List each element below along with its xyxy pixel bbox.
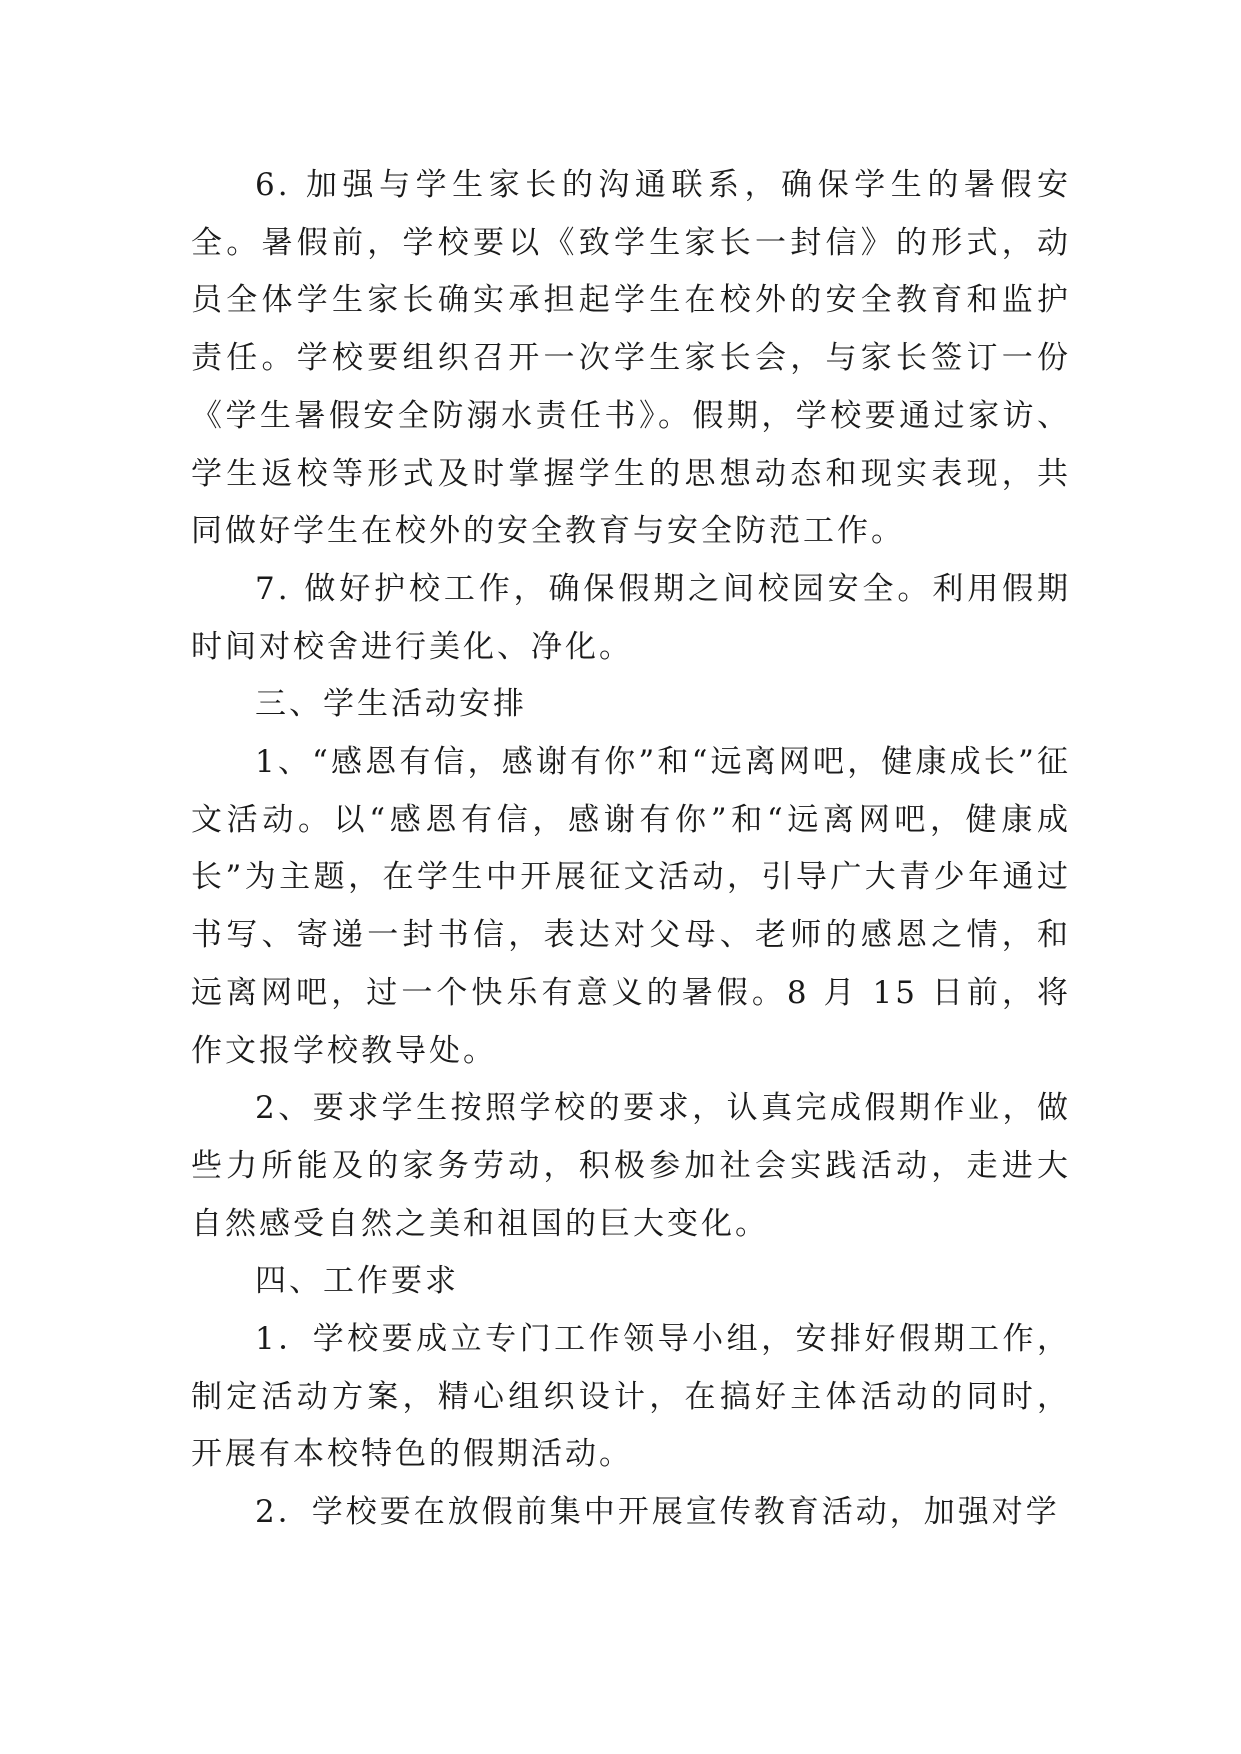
section-heading-work-requirements: 四、工作要求 [255, 1263, 459, 1300]
paragraph-parent-communication: 6. 加强与学生家长的沟通联系，确保学生的暑假安全。暑假前，学校要以《致学生家长一封信》的形式，动员全体学生家长确实承担起学生在校外的安全教育和监护责任。学校要组织召开一次学生家长会，与家长签订一份《学生暑假安全防溺水责任书》。假期，学校要通过家访、学生返校等形式及时掌握学生的思想动态和现实表现，共同做好学生在校外的安全教育与安全防范工作。 [191, 167, 1071, 550]
paragraph-essay-activity: 1、“感恩有信，感谢有你”和“远离网吧，健康成长”征文活动。以“感恩有信，感谢有你”和“远离网吧，健康成长”为主题，在学生中开展征文活动，引导广大青少年通过书写、寄递一封书信，表达对父母、老师的感恩之情，和远离网吧，过一个快乐有意义的暑假。8 月 15 日前，将作文报学校教导处。 [191, 744, 1071, 1069]
section-heading-student-activities: 三、学生活动安排 [255, 686, 527, 723]
paragraph-holiday-homework: 2、要求学生按照学校的要求，认真完成假期作业，做些力所能及的家务劳动，积极参加社会实践活动，走进大自然感受自然之美和祖国的巨大变化。 [191, 1090, 1071, 1242]
paragraph-publicity-education: 2．学校要在放假前集中开展宣传教育活动，加强对学 [255, 1494, 1060, 1531]
paragraph-campus-protection: 7. 做好护校工作，确保假期之间校园安全。利用假期时间对校舍进行美化、净化。 [191, 570, 1071, 665]
document-body [191, 157, 1071, 1542]
paragraph-leadership-group: 1．学校要成立专门工作领导小组，安排好假期工作，制定活动方案，精心组织设计，在搞好主体活动的同时，开展有本校特色的假期活动。 [191, 1321, 1071, 1473]
